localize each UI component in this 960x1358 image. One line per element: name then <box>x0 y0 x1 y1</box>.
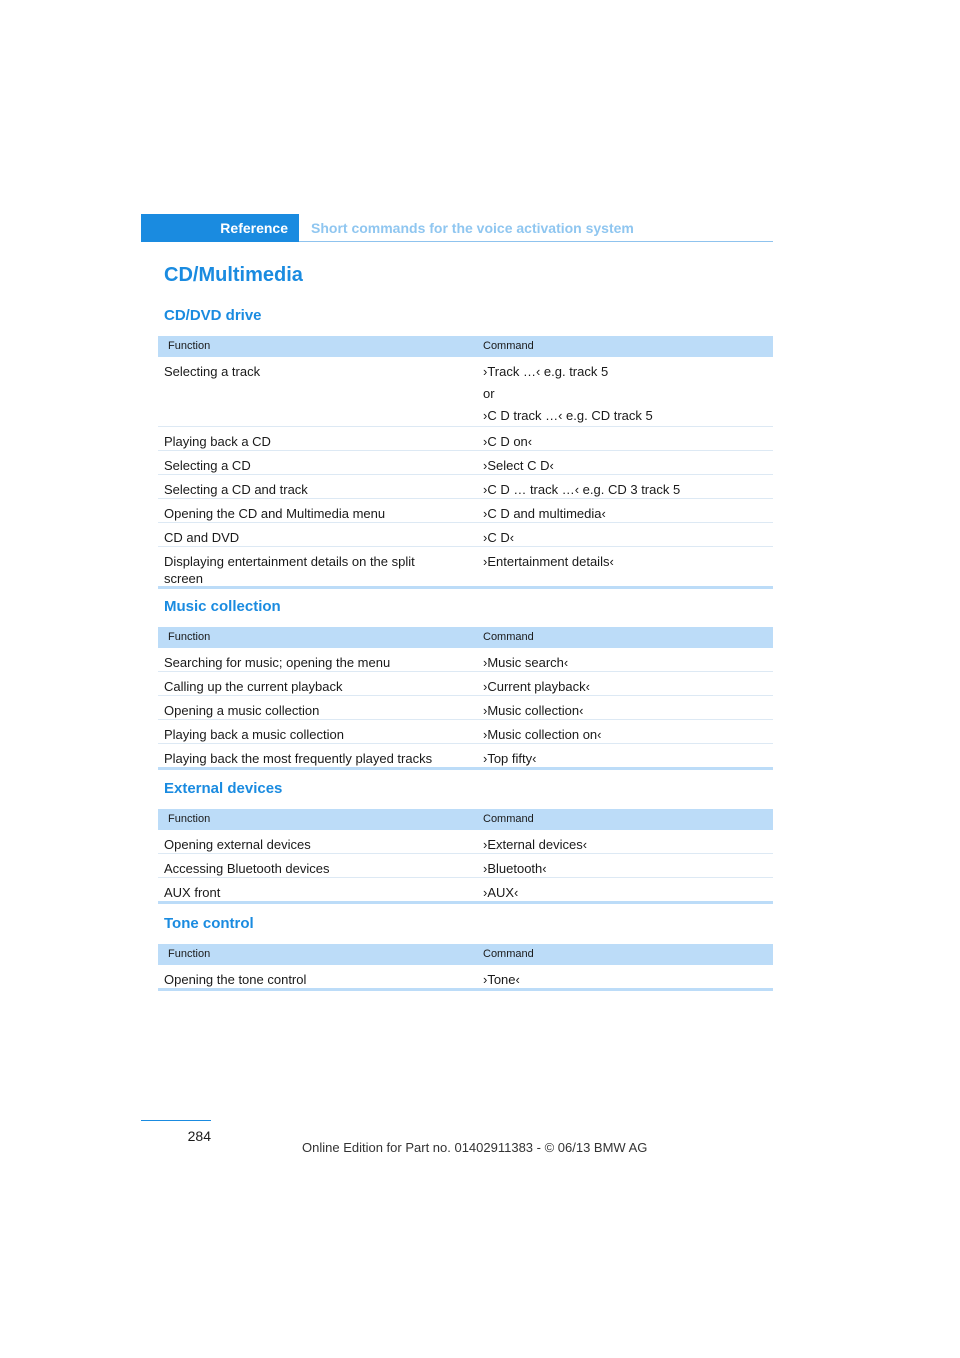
function-cell: Accessing Bluetooth devices <box>164 861 330 876</box>
function-cell: Opening the CD and Multimedia menu <box>164 506 386 521</box>
table-header <box>158 944 773 965</box>
function-cell: Playing back the most frequently played tracks <box>164 751 433 766</box>
table-row <box>158 696 773 720</box>
table-row <box>158 547 773 586</box>
table-bottom-rule <box>158 901 773 904</box>
column-header-command: Command <box>483 813 534 825</box>
table-bottom-rule <box>158 767 773 770</box>
command-cell: ›C D and multimedia‹ <box>483 506 606 521</box>
function-cell: Selecting a CD <box>164 458 251 473</box>
function-cell: Selecting a track <box>164 364 261 379</box>
function-cell: Opening a music collection <box>164 703 320 718</box>
chapter-title: Short commands for the voice activation system <box>311 220 634 236</box>
table-row <box>158 965 773 988</box>
command-cell: ›Bluetooth‹ <box>483 861 547 876</box>
command-cell: ›Tone‹ <box>483 972 520 987</box>
table-row <box>158 648 773 672</box>
table-external-devices <box>158 809 773 904</box>
table-music-collection <box>158 627 773 770</box>
command-text: ›C D track …‹ e.g. CD track 5 <box>483 408 653 423</box>
running-header <box>141 214 773 242</box>
section-heading-tone-control: Tone control <box>164 915 254 932</box>
function-cell: Selecting a CD and track <box>164 482 308 497</box>
table-row <box>158 878 773 901</box>
table-row <box>158 830 773 854</box>
command-cell: ›Select C D‹ <box>483 458 554 473</box>
command-cell: ›Music collection‹ <box>483 703 584 718</box>
section-tab: Reference <box>141 214 299 242</box>
table-row <box>158 357 773 427</box>
column-header-function: Function <box>168 813 211 825</box>
section-heading-music-collection: Music collection <box>164 598 281 615</box>
table-row <box>158 744 773 767</box>
page-number: 284 <box>187 1128 211 1144</box>
column-header-command: Command <box>483 340 534 352</box>
table-row <box>158 475 773 499</box>
command-cell: ›Music search‹ <box>483 655 569 670</box>
command-cell: ›C D on‹ <box>483 434 533 449</box>
function-cell: Playing back a music collection <box>164 727 344 742</box>
function-cell: CD and DVD <box>164 530 240 545</box>
function-cell: Calling up the current playback <box>164 679 343 694</box>
table-header <box>158 809 773 830</box>
table-row <box>158 672 773 696</box>
table-row <box>158 451 773 475</box>
command-cell: ›Top fifty‹ <box>483 751 537 766</box>
table-row <box>158 499 773 523</box>
page-number-rule <box>141 1120 211 1121</box>
command-text: ›Track …‹ e.g. track 5 <box>483 364 609 379</box>
command-cell: ›External devices‹ <box>483 837 588 852</box>
section-heading-external-devices: External devices <box>164 780 283 797</box>
table-header <box>158 627 773 648</box>
table-row <box>158 720 773 744</box>
page-title: CD/Multimedia <box>164 264 303 286</box>
column-header-command: Command <box>483 948 534 960</box>
table-cd-dvd-drive <box>158 336 773 589</box>
section-heading-cd-dvd-drive: CD/DVD drive <box>164 307 262 324</box>
command-cell: ›Music collection on‹ <box>483 727 602 742</box>
function-cell: Playing back a CD <box>164 434 271 449</box>
function-cell: Opening the tone control <box>164 972 307 987</box>
table-row <box>158 427 773 451</box>
command-cell: ›C D‹ <box>483 530 515 545</box>
table-tone-control <box>158 944 773 991</box>
table-header <box>158 336 773 357</box>
command-cell: ›Current playback‹ <box>483 679 590 694</box>
footer-edition-note: Online Edition for Part no. 01402911383 - © 06/13 BMW AG <box>302 1140 648 1155</box>
function-cell: Searching for music; opening the menu <box>164 655 391 670</box>
function-cell: Opening external devices <box>164 837 311 852</box>
command-cell: ›AUX‹ <box>483 885 519 900</box>
command-cell: ›Entertainment details‹ <box>483 554 614 569</box>
table-row <box>158 854 773 878</box>
command-cell: ›C D … track …‹ e.g. CD 3 track 5 <box>483 482 681 497</box>
column-header-function: Function <box>168 631 211 643</box>
table-row <box>158 523 773 547</box>
command-text: or <box>483 386 495 401</box>
column-header-command: Command <box>483 631 534 643</box>
table-bottom-rule <box>158 988 773 991</box>
column-header-function: Function <box>168 948 211 960</box>
column-header-function: Function <box>168 340 211 352</box>
function-cell: Displaying entertainment details on the split screen <box>164 554 415 586</box>
function-cell: AUX front <box>164 885 221 900</box>
command-cell <box>483 363 773 429</box>
